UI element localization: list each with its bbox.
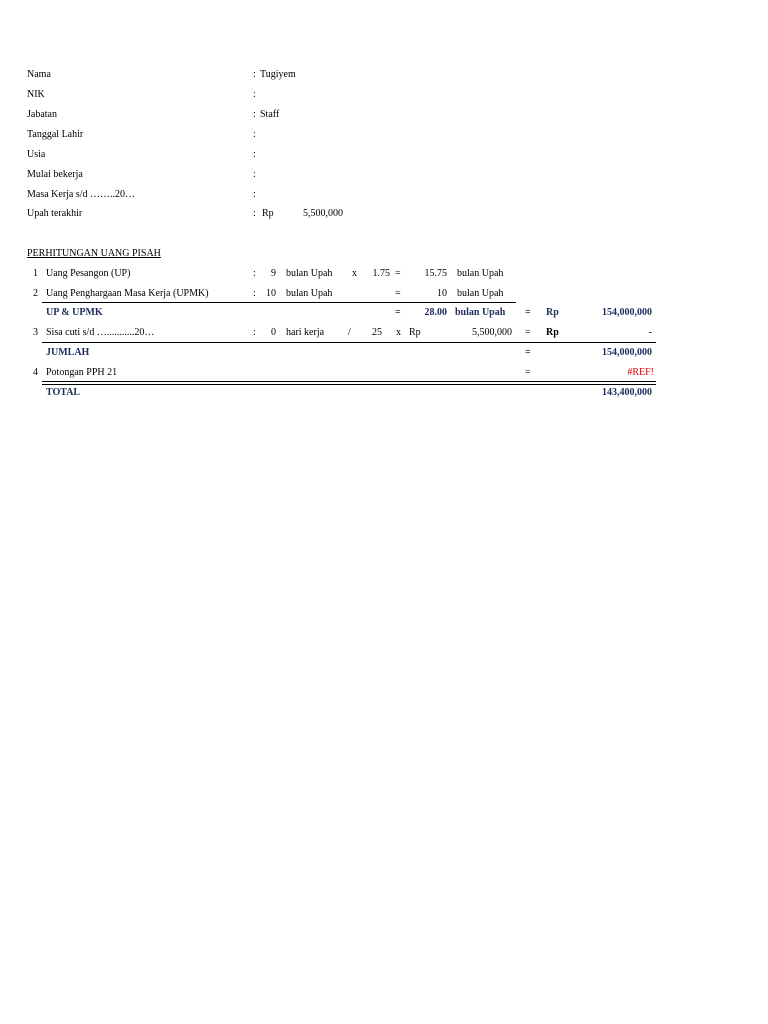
row1-result: 15.75 bbox=[424, 268, 447, 279]
subtotal-label: UP & UPMK bbox=[46, 307, 103, 318]
upah-value: 5,500,000 bbox=[303, 208, 343, 219]
total-amount: 143,400,000 bbox=[602, 387, 652, 398]
row3-no: 3 bbox=[33, 327, 38, 338]
sep-jabatan: : bbox=[253, 109, 256, 120]
subtotal-currency: Rp bbox=[546, 307, 559, 318]
row2-eq: = bbox=[395, 288, 401, 299]
row3-currency2: Rp bbox=[546, 327, 559, 338]
row3-currency: Rp bbox=[409, 327, 421, 338]
label-nik: NIK bbox=[27, 89, 45, 100]
subtotal-amount: 154,000,000 bbox=[602, 307, 652, 318]
row3-unit: hari kerja bbox=[286, 327, 325, 338]
row3-op: / bbox=[348, 327, 351, 338]
sep-masa-kerja: : bbox=[253, 189, 256, 200]
row1-factor: 1.75 bbox=[372, 268, 390, 279]
row3-amount: - bbox=[648, 327, 652, 338]
sep-usia: : bbox=[253, 149, 256, 160]
sep-nama: : bbox=[253, 69, 256, 80]
jumlah-top-border bbox=[42, 342, 656, 343]
row1-qty: 9 bbox=[271, 268, 276, 279]
subtotal-result: 28.00 bbox=[424, 307, 447, 318]
row2-result-unit: bulan Upah bbox=[457, 288, 504, 299]
label-upah-terakhir: Upah terakhir bbox=[27, 208, 83, 219]
subtotal-eq2: = bbox=[525, 307, 531, 318]
sep-nik: : bbox=[253, 89, 256, 100]
jumlah-eq: = bbox=[525, 347, 531, 358]
row4-amount-error: #REF! bbox=[627, 367, 654, 378]
row3-eq: = bbox=[525, 327, 531, 338]
subtotal-result-unit: bulan Upah bbox=[455, 307, 506, 318]
row1-op: x bbox=[352, 268, 357, 279]
row3-op2: x bbox=[396, 327, 401, 338]
subtotal-top-border bbox=[42, 302, 516, 303]
row1-eq: = bbox=[395, 268, 401, 279]
row2-unit: bulan Upah bbox=[286, 288, 333, 299]
jumlah-amount: 154,000,000 bbox=[602, 347, 652, 358]
row2-result: 10 bbox=[437, 288, 447, 299]
total-double-border bbox=[42, 381, 656, 385]
row1-result-unit: bulan Upah bbox=[457, 268, 504, 279]
calc-heading: PERHITUNGAN UANG PISAH bbox=[27, 248, 161, 259]
row3-sep: : bbox=[253, 327, 256, 338]
row4-eq: = bbox=[525, 367, 531, 378]
row2-no: 2 bbox=[33, 288, 38, 299]
value-nama: Tugiyem bbox=[260, 69, 296, 80]
row4-label: Potongan PPH 21 bbox=[46, 367, 118, 378]
sep-tanggal-lahir: : bbox=[253, 129, 256, 140]
label-masa-kerja: Masa Kerja s/d ……..20… bbox=[27, 189, 136, 200]
label-mulai-bekerja: Mulai bekerja bbox=[27, 169, 83, 180]
row2-sep: : bbox=[253, 288, 256, 299]
row3-qty: 0 bbox=[271, 327, 276, 338]
row3-divisor: 25 bbox=[372, 327, 382, 338]
jumlah-label: JUMLAH bbox=[46, 347, 90, 358]
label-jabatan: Jabatan bbox=[27, 109, 57, 120]
label-usia: Usia bbox=[27, 149, 46, 160]
row1-no: 1 bbox=[33, 268, 38, 279]
row1-unit: bulan Upah bbox=[286, 268, 333, 279]
row1-label: Uang Pesangon (UP) bbox=[46, 268, 131, 279]
row4-no: 4 bbox=[33, 367, 38, 378]
upah-currency: Rp bbox=[262, 208, 274, 219]
row2-qty: 10 bbox=[266, 288, 276, 299]
label-nama: Nama bbox=[27, 69, 51, 80]
total-label: TOTAL bbox=[46, 387, 81, 398]
row3-wage: 5,500,000 bbox=[472, 327, 512, 338]
sep-upah-terakhir: : bbox=[253, 208, 256, 219]
row2-label: Uang Penghargaan Masa Kerja (UPMK) bbox=[46, 288, 209, 299]
subtotal-eq: = bbox=[395, 307, 401, 318]
value-jabatan: Staff bbox=[260, 109, 280, 120]
sep-mulai-bekerja: : bbox=[253, 169, 256, 180]
row1-sep: : bbox=[253, 268, 256, 279]
label-tanggal-lahir: Tanggal Lahir bbox=[27, 129, 84, 140]
row3-label: Sisa cuti s/d …...........20… bbox=[46, 327, 155, 338]
